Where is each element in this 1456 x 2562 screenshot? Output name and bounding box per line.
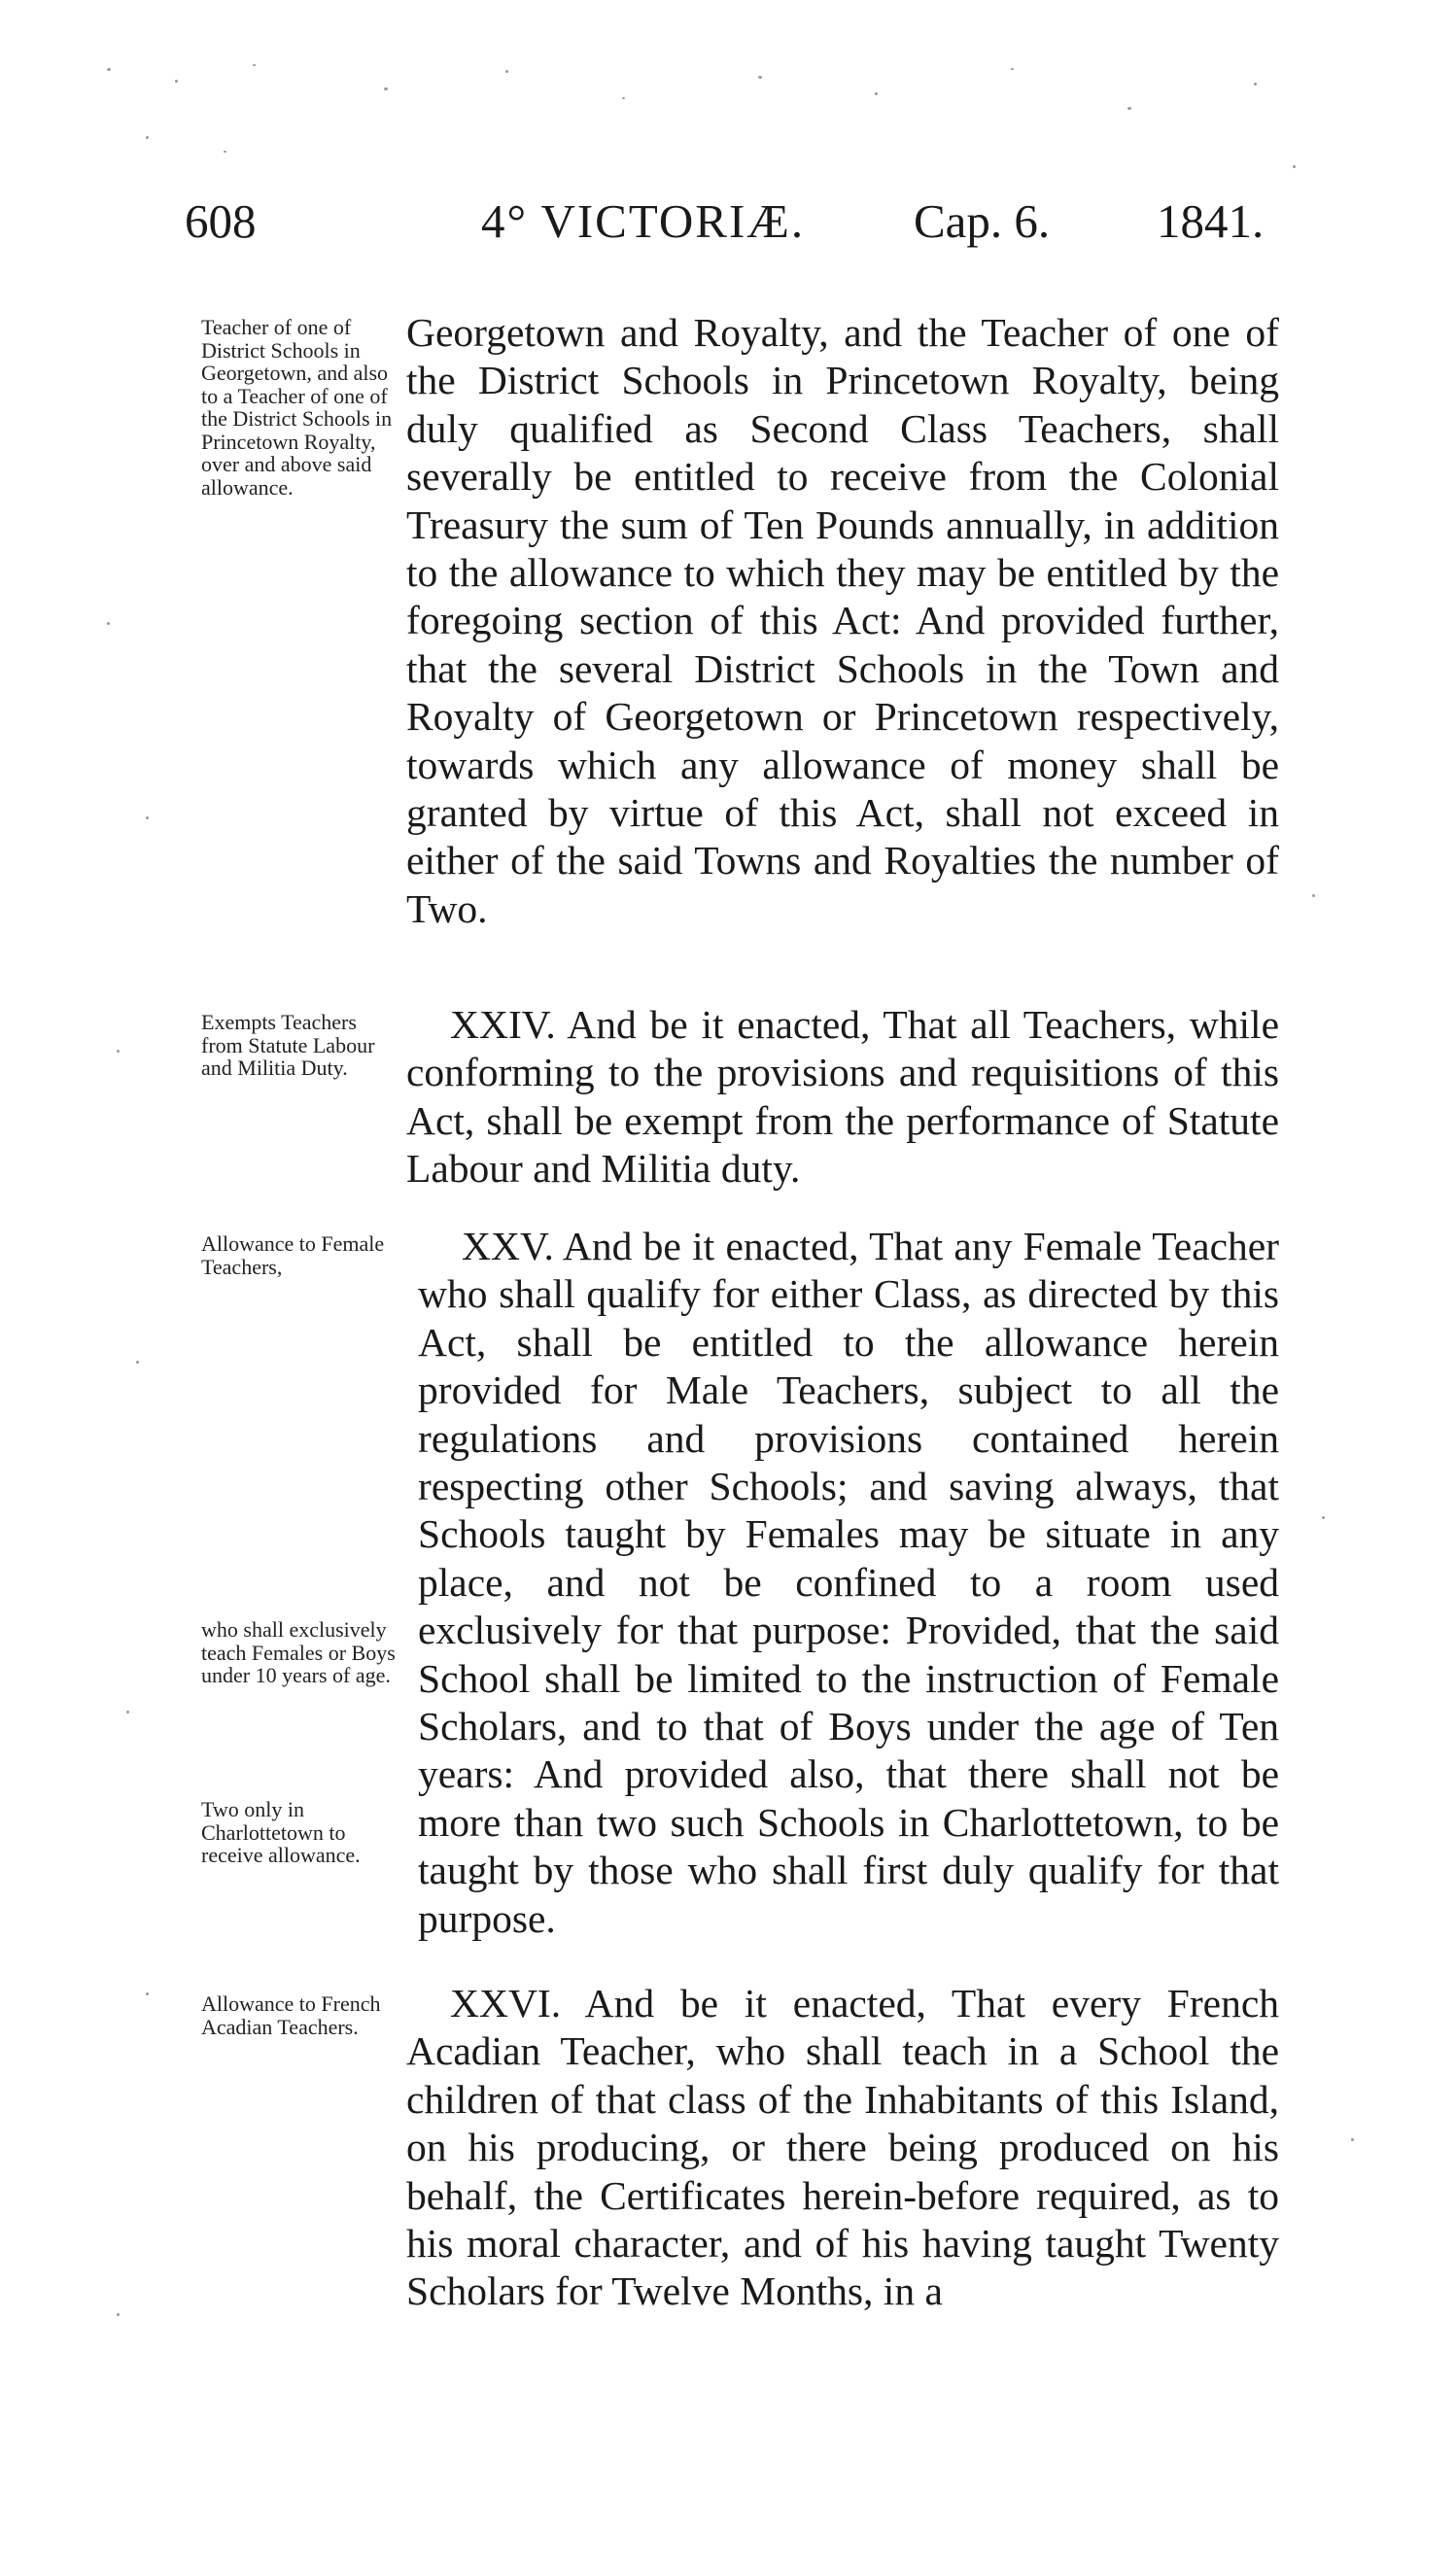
scan-speck bbox=[758, 76, 762, 79]
margin-note-female-teachers: Allowance to Female Teachers, bbox=[201, 1231, 385, 1279]
scan-speck bbox=[1254, 83, 1257, 86]
scan-speck bbox=[146, 136, 149, 139]
section-xxiv: XXIV. And be it enacted, That all Teachers, while conforming to the provisions and requisitions of this Act, shall be exempt from the performance of Statute Labour and Militia duty. bbox=[406, 1002, 1279, 1192]
running-header bbox=[185, 183, 1278, 260]
margin-note-district-teachers: Teacher of one of District Schools in Georgetown, and also to a Teacher of one of the District Schools in Princetown Royalty, over and above said allowance. bbox=[201, 315, 393, 500]
scan-speck bbox=[622, 97, 625, 99]
scan-speck bbox=[505, 70, 508, 73]
scan-speck bbox=[117, 1050, 120, 1053]
page-number: 608 bbox=[185, 194, 257, 248]
scan-speck bbox=[1293, 165, 1296, 168]
section-xxv: XXV. And be it enacted, That any Female Teacher who shall qualify for either Class, as directed by this Act, shall be entitled to the allowance herein provided for Male Teachers, subject to all the regulations and provisions contained herein respecting other Schools; and saving always, that Schools taught by Females may be situate in any place, and not be confined to a room used exclusively for that purpose: Provided, that the said School shall be limited to the instruction of Female Scholars, and to that of Boys under the age of Ten years: And provided also, that there shall not be more than two such Schools in Charlottetown, to be taught by those who shall first duly qualify for that purpose. bbox=[418, 1224, 1279, 1941]
margin-note-acadian-teachers: Allowance to French Acadian Teachers. bbox=[201, 1991, 381, 2039]
scan-speck bbox=[146, 816, 149, 819]
scan-speck bbox=[126, 1711, 129, 1714]
margin-note-charlottetown: Two only in Charlottetown to receive allowance. bbox=[201, 1797, 361, 1867]
margin-note-exclusive-teaching: who shall exclusively teach Females or Boys under 10 years of age. bbox=[201, 1617, 396, 1687]
section-xxvi: XXVI. And be it enacted, That every French Acadian Teacher, who shall teach in a School the children of that class of the Inhabitants of this Island, on his producing, or there being produced on his behalf, the Certificates herein-before required, as to his moral character, and of his having taught Twenty Scholars for Twelve Months, in a bbox=[406, 1981, 1279, 2314]
scan-speck bbox=[1351, 2138, 1354, 2141]
scan-speck bbox=[146, 1992, 149, 1995]
scan-speck bbox=[875, 92, 878, 95]
scan-speck bbox=[1127, 107, 1131, 110]
scan-speck bbox=[1322, 1516, 1325, 1519]
paragraph-continuation: Georgetown and Royalty, and the Teacher of one of the District Schools in Princetown Royalty, being duly qualified as Second Class Teachers, shall severally be entitled to receive from the Colonial Treasury the sum of Ten Pounds annually, in addition to the allowance to which they may be entitled by the foregoing section of this Act: And provided further, that the several District Schools in the Town and Royalty of Georgetown or Princetown respectively, towards which any allowance of money shall be granted by virtue of this Act, shall not exceed in either of the said Towns and Royalties the number of Two. bbox=[406, 310, 1279, 931]
chapter-number: Cap. 6. bbox=[914, 194, 1051, 248]
margin-note-exemption: Exempts Teachers from Statute Labour and Militia Duty. bbox=[201, 1010, 375, 1080]
scan-speck bbox=[117, 2313, 120, 2316]
scan-speck bbox=[253, 64, 256, 66]
scan-speck bbox=[1312, 894, 1315, 897]
scan-speck bbox=[107, 68, 111, 71]
scan-speck bbox=[1011, 68, 1014, 70]
scan-speck bbox=[175, 80, 178, 83]
scan-speck bbox=[107, 622, 110, 625]
scan-speck bbox=[224, 151, 226, 153]
regnal-year: 4° VICTORIÆ. bbox=[481, 194, 806, 248]
scan-speck bbox=[384, 87, 388, 90]
year: 1841. bbox=[1157, 194, 1265, 248]
scan-speck bbox=[136, 1361, 139, 1364]
